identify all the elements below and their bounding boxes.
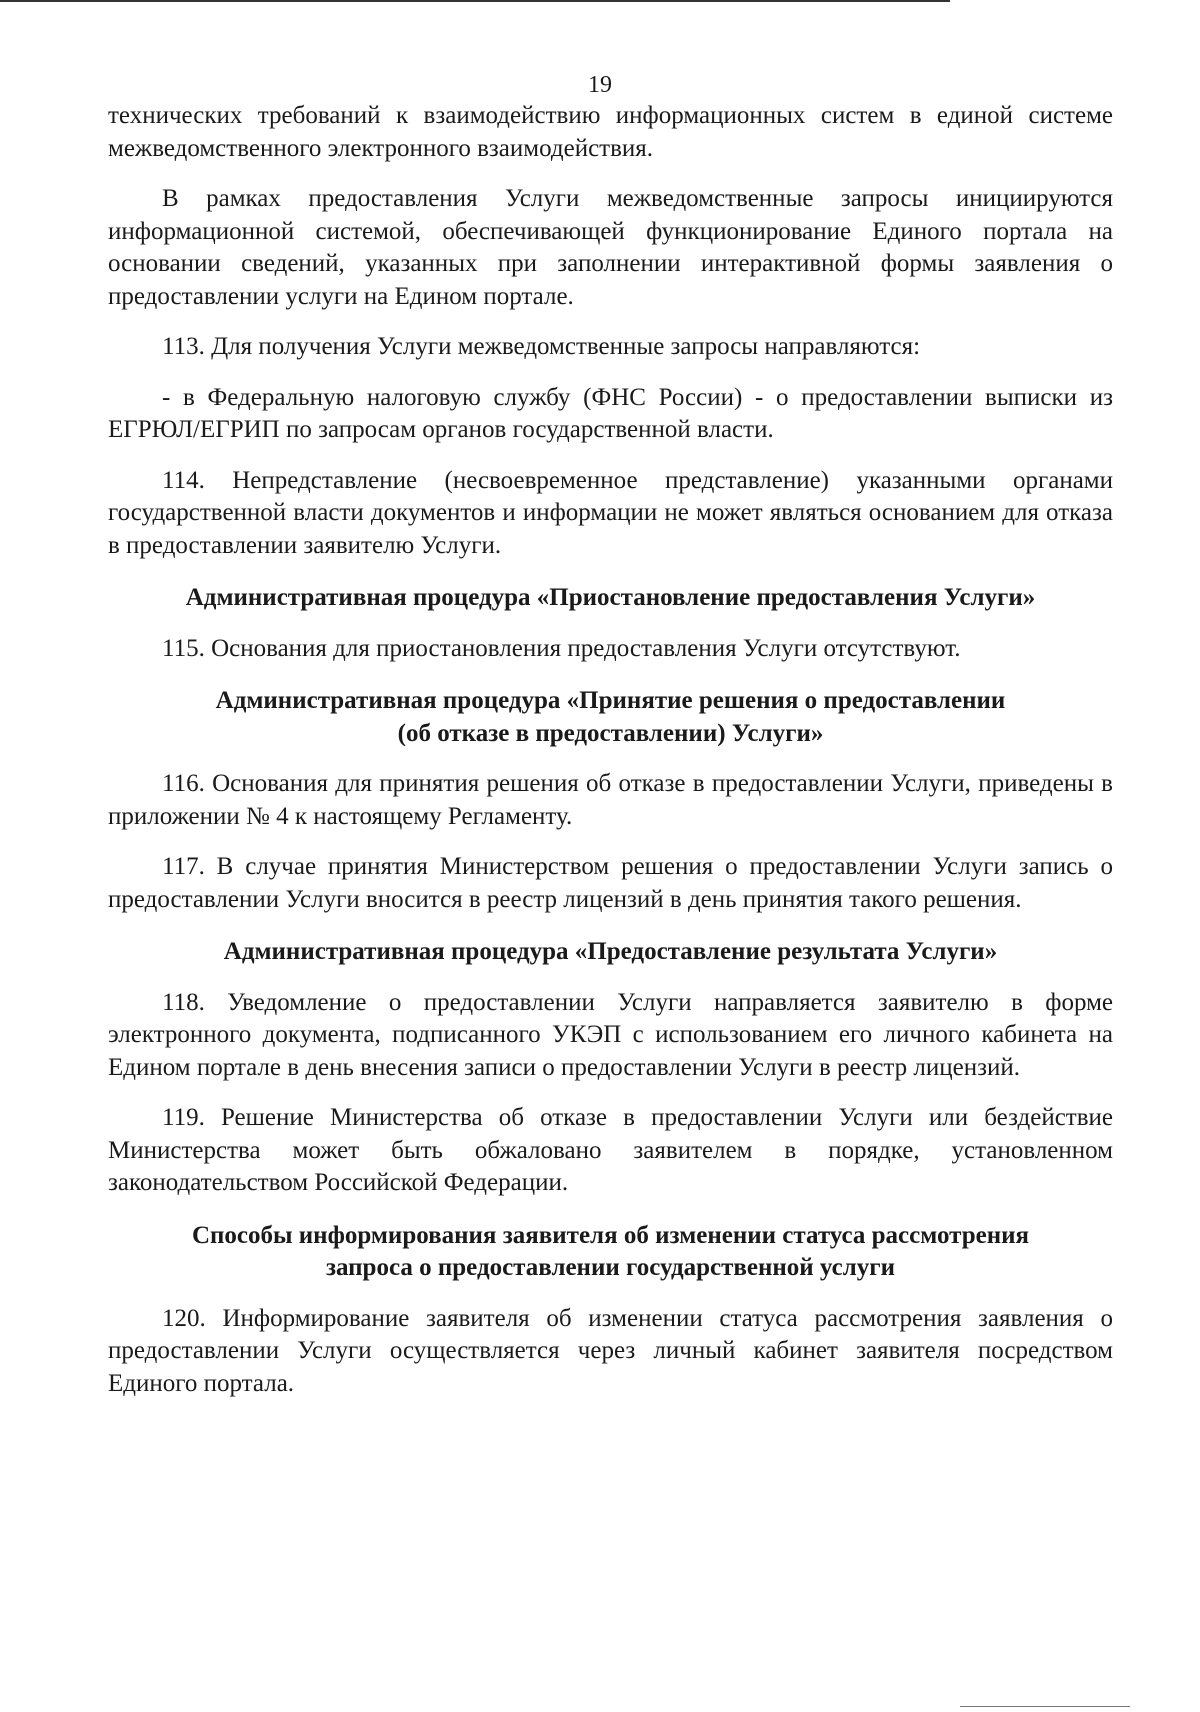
paragraph-116: 116. Основания для принятия решения об отказе в предоставлении Услуги, приведены в приложении № 4 к настоящему Регламенту. — [108, 770, 1113, 830]
paragraph-113: 113. Для получения Услуги межведомственные запросы направляются: — [162, 333, 921, 360]
paragraph-115: 115. Основания для приостановления предоставления Услуги отсутствуют. — [162, 634, 961, 662]
document-body — [108, 100, 1113, 1400]
heading-informing-methods: Способы информирования заявителя об изменении статуса рассмотрения запроса о предоставлении государственной услуги — [191, 1221, 1030, 1281]
page-number: 19 — [588, 72, 612, 98]
heading-result-procedure: Административная процедура «Предоставление результата Услуги» — [223, 938, 998, 965]
paragraph-120: 120. Информирование заявителя об изменении статуса рассмотрения заявления о предоставлении Услуги осуществляется через личный кабинет заявителя посредством Единого портала. — [108, 1304, 1113, 1397]
bottom-scan-border — [960, 1706, 1130, 1707]
paragraph-interagency-requests: В рамках предоставления Услуги межведомственные запросы инициируются информационной системой, обеспечивающей функционирование Единого портала на основании сведений, указанных при заполнении интерактивной формы заявления о предоставлении услуги на Едином портале. — [108, 185, 1113, 310]
heading-decision-procedure: Административная процедура «Принятие решения о предоставлении (об отказе в предоставлении) Услуги» — [215, 687, 1006, 747]
paragraph-118: 118. Уведомление о предоставлении Услуги направляется заявителю в форме электронного документа, подписанного УКЭП с использованием его личного кабинета на Едином портале в день внесения записи о предоставлении Услуги в реестр лицензий. — [108, 988, 1113, 1081]
paragraph-119: 119. Решение Министерства об отказе в предоставлении Услуги или бездействие Министерства может быть обжаловано заявителем в порядке, установленном законодательством Российской Федерации. — [108, 1104, 1113, 1196]
top-scan-border — [0, 0, 950, 2]
paragraph-114: 114. Непредставление (несвоевременное представление) указанными органами государственной власти документов и информации не может являться основанием для отказа в предоставлении заявителю Услуги. — [108, 466, 1113, 559]
heading-suspension-procedure: Административная процедура «Приостановление предоставления Услуги» — [185, 584, 1036, 611]
paragraph-fns-request: - в Федеральную налоговую службу (ФНС России) - о предоставлении выписки из ЕГРЮЛ/ЕГРИП по запросам органов государственной власти. — [108, 383, 1113, 443]
paragraph-continuation: технических требований к взаимодействию информационных систем в единой системе межведомственного электронного взаимодействия. — [108, 102, 1113, 162]
paragraph-117: 117. В случае принятия Министерством решения о предоставлении Услуги запись о предоставлении Услуги вносится в реестр лицензий в день принятия такого решения. — [108, 853, 1113, 913]
